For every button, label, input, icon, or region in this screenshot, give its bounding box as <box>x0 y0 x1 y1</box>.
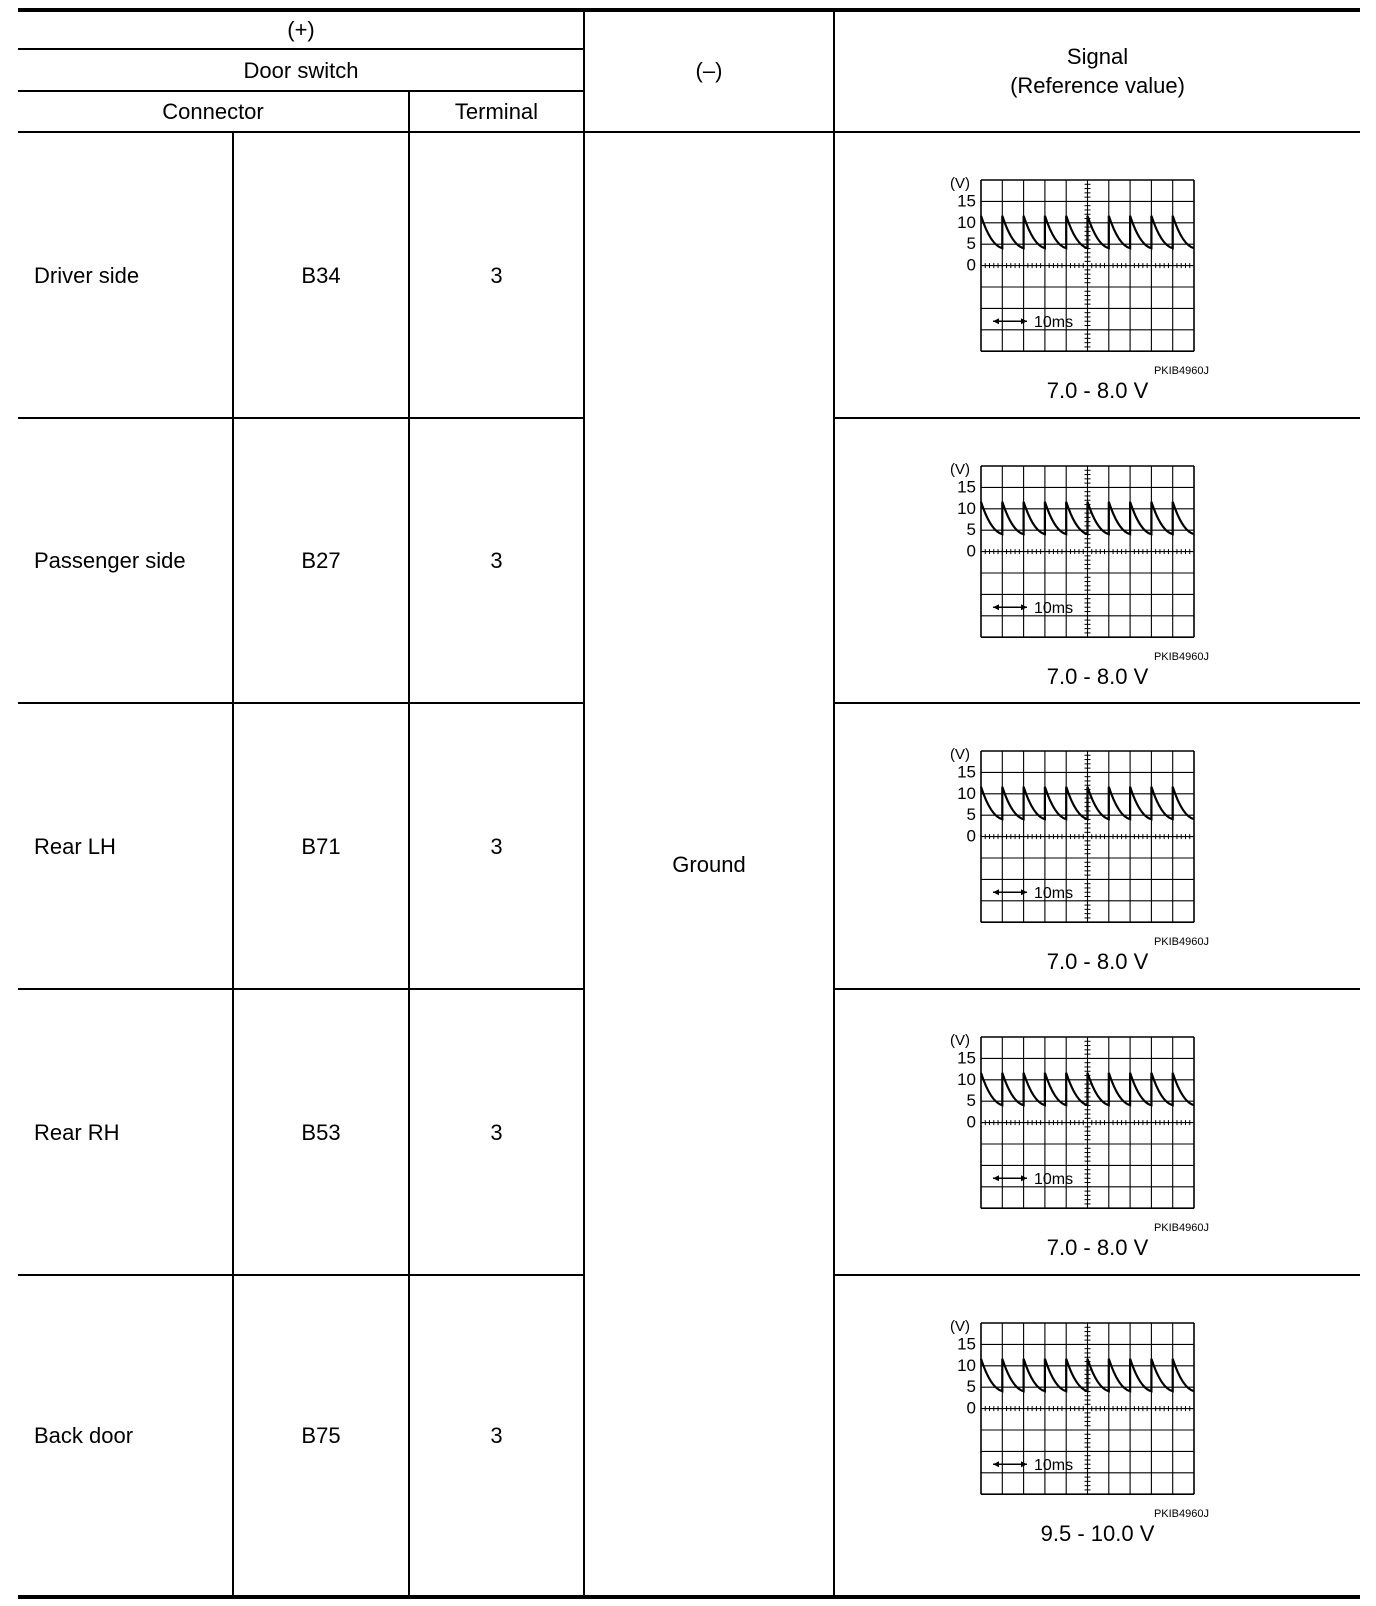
y-tick-label: 10 <box>957 783 976 803</box>
figure-code: PKIB4960J <box>1153 936 1209 949</box>
signal-cell <box>835 704 1360 988</box>
y-tick-label: 0 <box>966 1398 976 1418</box>
waveform-line <box>981 787 1194 819</box>
y-tick-label: 0 <box>966 541 976 561</box>
row-terminal: 3 <box>490 833 503 859</box>
row-location: Rear RH <box>34 1119 120 1145</box>
y-tick-label: 0 <box>966 255 976 275</box>
scope-unit-label: (V) <box>950 746 970 763</box>
row-connector: B34 <box>301 262 341 288</box>
y-tick-label: 15 <box>957 762 976 782</box>
signal-cell <box>835 133 1360 417</box>
time-scale-label: 10ms <box>1034 1457 1074 1475</box>
time-scale-label: 10ms <box>1034 600 1074 618</box>
y-tick-label: 10 <box>957 1355 976 1375</box>
row-location: Rear LH <box>34 833 116 859</box>
signal-cell <box>835 419 1360 702</box>
table-bottom-rule <box>18 1595 1360 1599</box>
row-terminal: 3 <box>490 548 503 573</box>
y-tick-label: 10 <box>957 498 976 518</box>
reference-value: 7.0 - 8.0 V <box>1046 378 1149 403</box>
y-tick-label: 5 <box>966 1377 976 1397</box>
y-tick-label: 15 <box>957 1048 976 1068</box>
row-connector: B71 <box>301 833 341 859</box>
waveform-line <box>981 216 1194 248</box>
reference-value: 9.5 - 10.0 V <box>1040 1521 1155 1546</box>
reference-value: 7.0 - 8.0 V <box>1046 664 1149 689</box>
scope-unit-label: (V) <box>950 1318 970 1335</box>
row-terminal: 3 <box>490 1119 503 1145</box>
header-plus: (+) <box>287 16 315 42</box>
figure-code: PKIB4960J <box>1153 1508 1209 1521</box>
y-tick-label: 5 <box>966 805 976 825</box>
figure-code: PKIB4960J <box>1153 651 1209 664</box>
y-tick-label: 0 <box>966 826 976 846</box>
time-scale-label: 10ms <box>1034 885 1074 903</box>
row-connector: B27 <box>301 548 341 573</box>
row-location: Back door <box>34 1423 134 1448</box>
header-signal <box>835 10 1360 131</box>
oscilloscope-waveform <box>835 704 1360 949</box>
header-signal-line1: Signal <box>1066 43 1129 69</box>
oscilloscope-waveform <box>835 1276 1360 1521</box>
figure-code: PKIB4960J <box>1153 1222 1209 1235</box>
signal-cell <box>835 990 1360 1274</box>
waveform-line <box>981 502 1194 534</box>
signal-cell <box>835 1276 1360 1595</box>
waveform-line <box>981 1359 1194 1391</box>
row-connector: B75 <box>301 1423 341 1448</box>
y-tick-label: 5 <box>966 234 976 254</box>
time-scale-label: 10ms <box>1034 314 1074 332</box>
y-tick-label: 15 <box>957 477 976 497</box>
oscilloscope-waveform <box>835 990 1360 1235</box>
y-tick-label: 15 <box>957 1334 976 1354</box>
oscilloscope-waveform <box>835 419 1360 664</box>
y-tick-label: 15 <box>957 191 976 211</box>
figure-code: PKIB4960J <box>1153 365 1209 378</box>
y-tick-label: 10 <box>957 212 976 232</box>
y-tick-label: 10 <box>957 1069 976 1089</box>
y-tick-label: 5 <box>966 1091 976 1111</box>
waveform-line <box>981 1073 1194 1105</box>
y-tick-label: 0 <box>966 1112 976 1132</box>
row-terminal: 3 <box>490 1423 503 1448</box>
row-location: Passenger side <box>34 548 186 573</box>
row-terminal: 3 <box>490 262 503 288</box>
header-door-switch: Door switch <box>243 57 359 83</box>
oscilloscope-waveform <box>835 133 1360 378</box>
door-switch-table <box>18 8 1360 1600</box>
ground-cell: Ground <box>672 851 746 877</box>
scope-unit-label: (V) <box>950 175 970 192</box>
header-connector: Connector <box>162 99 264 124</box>
y-tick-label: 5 <box>966 520 976 540</box>
header-signal-line2: (Reference value) <box>1010 72 1185 98</box>
scope-unit-label: (V) <box>950 1032 970 1049</box>
header-terminal: Terminal <box>454 99 539 124</box>
reference-value: 7.0 - 8.0 V <box>1046 949 1149 974</box>
reference-value: 7.0 - 8.0 V <box>1046 1235 1149 1260</box>
row-location: Driver side <box>34 262 140 288</box>
row-connector: B53 <box>301 1119 341 1145</box>
scope-unit-label: (V) <box>950 461 970 478</box>
header-minus: (–) <box>695 58 723 83</box>
time-scale-label: 10ms <box>1034 1171 1074 1189</box>
